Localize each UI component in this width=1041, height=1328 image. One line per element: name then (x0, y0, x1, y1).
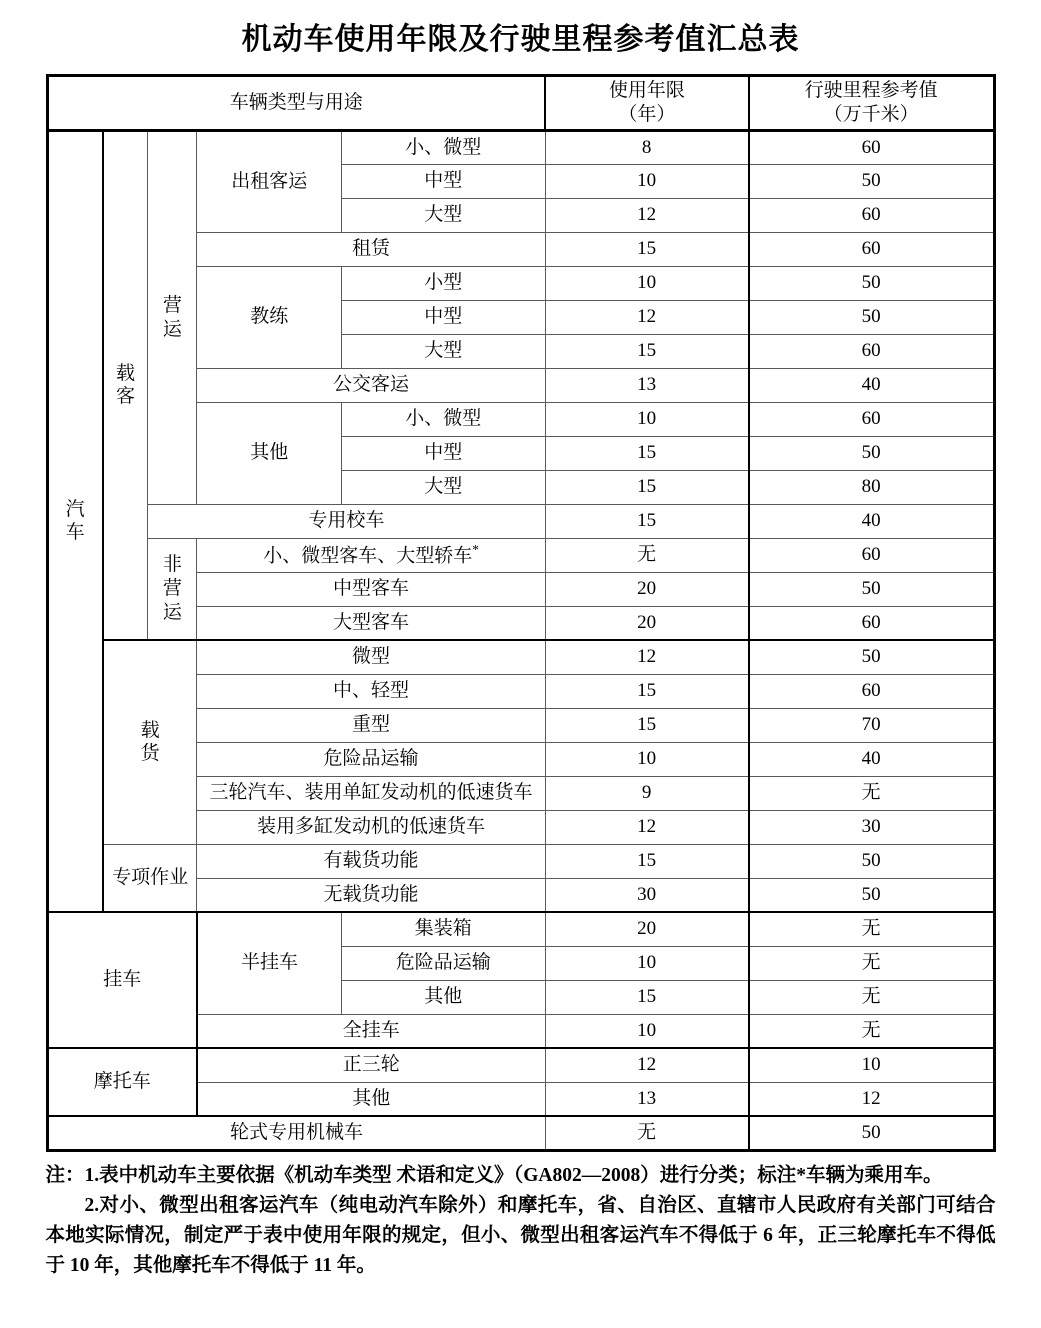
row-name: 微型 (197, 640, 545, 674)
row-mileage: 60 (749, 334, 994, 368)
group-zhuanxiang: 专项作业 (103, 844, 197, 912)
table-row (47, 504, 994, 538)
row-mileage: 50 (749, 266, 994, 300)
row-mileage: 50 (749, 1116, 994, 1150)
row-name: 无载货功能 (197, 878, 545, 912)
row-years: 20 (545, 572, 749, 606)
row-years: 12 (545, 810, 749, 844)
row-name: 中、轻型 (197, 674, 545, 708)
group-qiche: 汽车 (47, 130, 103, 912)
row-years: 20 (545, 606, 749, 640)
row-years: 15 (545, 232, 749, 266)
row-mileage: 12 (749, 1082, 994, 1116)
row-name: 危险品运输 (197, 742, 545, 776)
group-zaike: 载客 (103, 130, 148, 640)
row-name (197, 538, 545, 572)
row-name: 公交客运 (197, 368, 545, 402)
row-name: 正三轮 (197, 1048, 545, 1082)
row-mileage: 40 (749, 742, 994, 776)
table-row (47, 1048, 994, 1082)
row-size: 大型 (341, 198, 545, 232)
row-years: 无 (545, 1116, 749, 1150)
row-size: 小型 (341, 266, 545, 300)
row-years: 30 (545, 878, 749, 912)
row-mileage: 70 (749, 708, 994, 742)
row-mileage: 50 (749, 436, 994, 470)
row-years: 15 (545, 504, 749, 538)
row-years: 12 (545, 1048, 749, 1082)
row-mileage: 60 (749, 232, 994, 266)
row-name: 有载货功能 (197, 844, 545, 878)
row-years: 10 (545, 266, 749, 300)
row-name: 轮式专用机械车 (47, 1116, 545, 1150)
row-years: 15 (545, 708, 749, 742)
row-years: 15 (545, 980, 749, 1014)
row-years: 15 (545, 470, 749, 504)
row-size: 中型 (341, 164, 545, 198)
row-years: 10 (545, 164, 749, 198)
subgroup-banguache: 半挂车 (197, 912, 342, 1014)
row-name: 危险品运输 (341, 946, 545, 980)
row-mileage: 50 (749, 878, 994, 912)
row-mileage: 10 (749, 1048, 994, 1082)
row-mileage: 50 (749, 300, 994, 334)
table-row (47, 912, 994, 946)
row-name: 重型 (197, 708, 545, 742)
row-size: 大型 (341, 470, 545, 504)
row-years: 12 (545, 198, 749, 232)
group-zaihuo: 载货 (103, 640, 197, 844)
row-mileage: 60 (749, 674, 994, 708)
footnotes (46, 1161, 996, 1282)
row-years: 10 (545, 402, 749, 436)
header-mileage-line2: （万千米） (823, 103, 919, 125)
row-name: 三轮汽车、装用单缸发动机的低速货车 (197, 776, 545, 810)
row-name: 装用多缸发动机的低速货车 (197, 810, 545, 844)
row-mileage: 60 (749, 130, 994, 164)
row-size: 小、微型 (341, 130, 545, 164)
row-years: 15 (545, 844, 749, 878)
header-mileage (749, 76, 994, 131)
row-name-text: 小、微型客车、大型轿车 (263, 545, 473, 567)
table-row (47, 538, 994, 572)
row-name: 大型客车 (197, 606, 545, 640)
row-size: 大型 (341, 334, 545, 368)
row-name: 中型客车 (197, 572, 545, 606)
row-mileage: 无 (749, 776, 994, 810)
table-row (47, 130, 994, 164)
row-name: 集装箱 (341, 912, 545, 946)
group-motuoche: 摩托车 (47, 1048, 197, 1116)
row-mileage: 40 (749, 368, 994, 402)
row-name: 全挂车 (197, 1014, 545, 1048)
row-years: 10 (545, 742, 749, 776)
row-years: 13 (545, 1082, 749, 1116)
vehicle-lifetime-table (46, 74, 996, 1152)
group-guache: 挂车 (47, 912, 197, 1048)
row-mileage: 50 (749, 844, 994, 878)
row-name: 其他 (341, 980, 545, 1014)
row-name: 其他 (197, 1082, 545, 1116)
table-row (47, 640, 994, 674)
row-years: 10 (545, 946, 749, 980)
row-years: 无 (545, 538, 749, 572)
row-mileage: 无 (749, 946, 994, 980)
page-title: 机动车使用年限及行驶里程参考值汇总表 (241, 23, 800, 56)
row-mileage: 80 (749, 470, 994, 504)
row-years: 8 (545, 130, 749, 164)
row-years: 12 (545, 640, 749, 674)
row-mileage: 30 (749, 810, 994, 844)
row-years: 15 (545, 334, 749, 368)
row-years: 9 (545, 776, 749, 810)
row-years: 10 (545, 1014, 749, 1048)
row-mileage: 50 (749, 572, 994, 606)
table-row (47, 1116, 994, 1150)
subgroup-qita-zaike: 其他 (197, 402, 342, 504)
row-mileage: 60 (749, 538, 994, 572)
row-mileage: 50 (749, 164, 994, 198)
footnote-2: 2.对小、微型出租客运汽车（纯电动汽车除外）和摩托车，省、自治区、直辖市人民政府有关部门可结合本地实际情况，制定严于表中使用年限的规定，但小、微型出租客运汽车不得低于 6 年，正三轮摩托车不得低于 10 年，其他摩托车不得低于 11 年。 (45, 1194, 996, 1277)
row-name: 租赁 (197, 232, 545, 266)
row-mileage: 60 (749, 198, 994, 232)
group-yingyun: 营运 (148, 130, 197, 504)
footnote-marker: * (472, 541, 479, 557)
subgroup-jiaolian: 教练 (197, 266, 342, 368)
row-mileage: 无 (749, 1014, 994, 1048)
table-row (47, 844, 994, 878)
row-mileage: 无 (749, 980, 994, 1014)
footnote-1: 注：1.表中机动车主要依据《机动车类型 术语和定义》（GA802—2008）进行分类；标注*车辆为乘用车。 (45, 1164, 943, 1186)
group-feiyingyun: 非营运 (148, 538, 197, 640)
header-category: 车辆类型与用途 (47, 76, 545, 131)
row-size: 中型 (341, 300, 545, 334)
subgroup-chuzu: 出租客运 (197, 130, 342, 232)
header-years-line2: （年） (618, 103, 676, 125)
row-years: 13 (545, 368, 749, 402)
row-years: 20 (545, 912, 749, 946)
row-size: 中型 (341, 436, 545, 470)
row-years: 12 (545, 300, 749, 334)
row-mileage: 无 (749, 912, 994, 946)
row-mileage: 40 (749, 504, 994, 538)
header-years-line1: 使用年限 (608, 80, 685, 101)
row-size: 小、微型 (341, 402, 545, 436)
header-mileage-line1: 行驶里程参考值 (804, 80, 938, 101)
row-name: 专用校车 (148, 504, 545, 538)
table-header-row (47, 76, 994, 131)
row-mileage: 60 (749, 402, 994, 436)
row-mileage: 60 (749, 606, 994, 640)
row-years: 15 (545, 436, 749, 470)
row-years: 15 (545, 674, 749, 708)
header-years (545, 76, 749, 131)
row-mileage: 50 (749, 640, 994, 674)
